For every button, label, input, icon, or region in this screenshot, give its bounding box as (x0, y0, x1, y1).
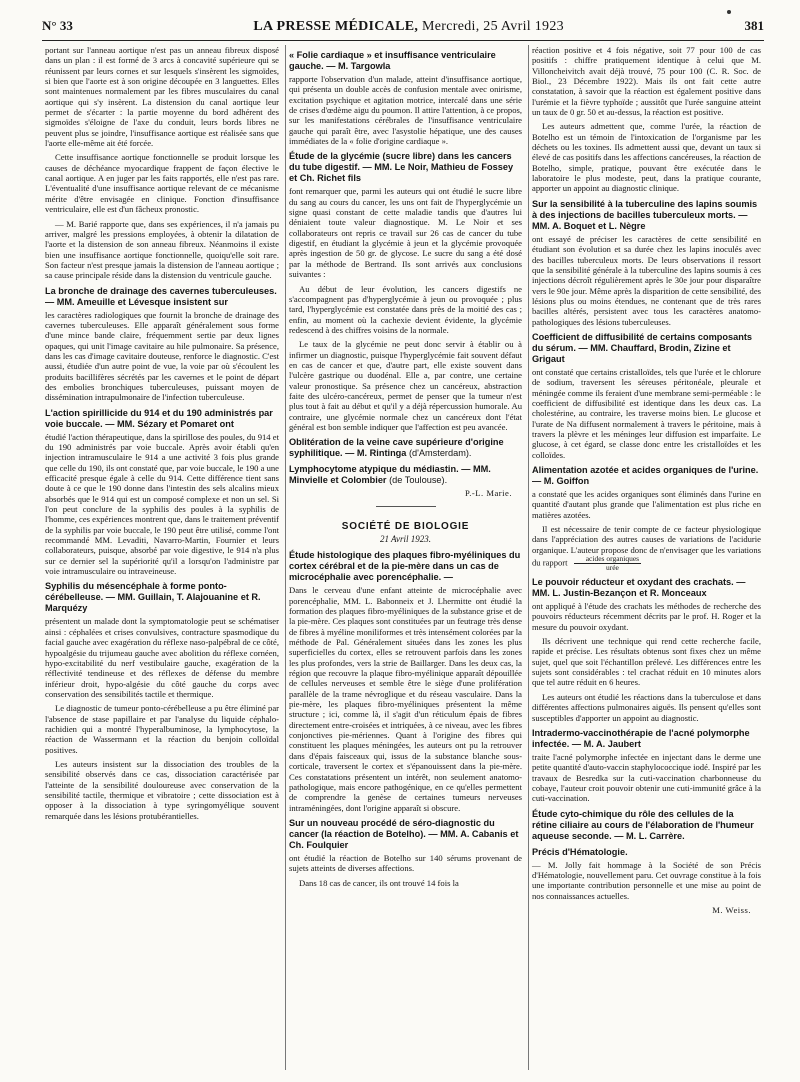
paragraph: présentent un malade dont la symptomatologie peut se schématiser ainsi : céphalées et crises convulsives, contracture spasmodique du facial gauche avec exagération du réflexe naso-palpébral de ce côté, hypoalgésie du trijumeau gauche avec abolition du réflexe cornéen, hypo-excitabilité du nerf vestibulaire gauche, exagération de la réflectivité tendineuse et des réflexes de défense du membre inférieur droit, hypo-algésie du côté gauche du corps avec conservation des sensibilités tactile et thermique. (45, 616, 279, 699)
issue-date: Mercredi, 25 Avril 1923 (422, 19, 564, 34)
article-heading: Étude cyto-chimique du rôle des cellules de la rétine ciliaire au cours de l'élaboration de l'humeur aqueuse seconde. — M. L. Carrère. (532, 808, 754, 841)
article-heading (289, 464, 522, 486)
page-number: 381 (744, 18, 764, 33)
article-heading (289, 437, 522, 459)
paragraph: Ils décrivent une technique qui rend cette recherche facile, rapide et précise. Les résultats obtenus sont fixes chez un même sujet, quel que soit l'échantillon prélevé. Les différences entre les sujets sont considérables : tel crachat réduit en 10 minutes alors que tel autre réduit en 6 heures. (532, 636, 761, 688)
paragraph: les caractères radiologiques que fournit la bronche de drainage des cavernes tuberculeuses. Elle apparaît généralement sous forme d'une mince bande claire, fréquemment sertie par deux lignes opaques, qui unit l'image cavitaire au hile pulmonaire. Sa présence, dans les cas d'image cavitaire douteuse, renforce le diagnostic. C'est aussi, étudiée d'un autre point de vue, la voie par où s'écoulent les produits bacillifères sécrétés par les cavernes et le point de départ des embolies bronchiques tuberculeuses, puissant moyen de dissémination intrapulmonaire de l'infection tuberculeuse. (45, 309, 279, 403)
society-title: SOCIÉTÉ DE BIOLOGIE (341, 521, 470, 533)
paragraph: étudié l'action thérapeutique, dans la spirillose des poules, du 914 et du 190 administrés par voie buccale. Après avoir établi qu'en injection intramusculaire le 914 a une activité 3 fois plus grande que celle du 190, ils ont constaté que, par voie buccale, le 190 a une efficacité presque égale à celle du 914. Cette différence tient sans doute à ce que le 190 donne dans l'intestin des sels alcalins mieux absorbés que le 914 qui est un composé complexe et non un sel. Si l'on peut conclure de la syphilis des poules à la syphilis de l'homme, ces expériences montrent que, dans le traitement préventif de la syphilis par voie buccale, le 190 peut être utilisé, comme l'ont recommandé MM. Levaditi, Navarro-Martin, Fournier et leurs collaborateurs, puisque, absorbé par voie digestive, le 914 n'a plus sur ce dernier sel la supériorité qu'il a lorsqu'on l'administre par voie intramusculaire ou intraveineuse. (45, 431, 279, 577)
paragraph: — M. Barié rapporte que, dans ses expériences, il n'a jamais pu arriver, malgré les pressions employées, à obtenir la dilatation de l'aorte et la distension de son anneau fibreux. Néanmoins il existe bien une insuffisance aortique fonctionnelle, quoiqu'elle soit rare. Son facteur n'est presque jamais la distension de l'anneau aortique ; sa cause principale réside dans la distension du ventricule gauche. (45, 218, 279, 281)
article-heading: Étude histologique des plaques fibro-myéliniques du cortex cérébral et de la pie-mère dans un cas de microcéphalie avec porencéphalie. — (289, 550, 521, 583)
column-2 (285, 45, 525, 1070)
paragraph: Les auteurs insistent sur la dissociation des troubles de la sensibilité observés dans ce cas, dissociation caractérisée par l'atteinte de la sensibilité douloureuse avec conservation de la sensibilité tactile, thermique et vibratoire ; cette dissociation est à opposer à la dissociation à type syringomyélique souvent remarquée dans les lésions protubérantielles. (45, 758, 279, 821)
fraction (574, 555, 641, 572)
author-signature: P.-L. Marie. (464, 488, 512, 499)
article-heading: Sur la sensibilité à la tuberculine des lapins soumis à des injections de bacilles tuberculeux morts. — MM. A. Boquet et L. Nègre (532, 198, 758, 231)
article-heading: Intradermo-vaccinothérapie de l'acné polymorphe infectée. — M. A. Jaubert (532, 727, 750, 749)
author-signature: M. Weiss. (712, 904, 751, 915)
paragraph: font remarquer que, parmi les auteurs qui ont étudié le sucre libre du sang au cours du cancer, les uns ont fait de l'hyperglycémie un signe quasi constant de cette maladie tandis que d'autres lui déniaient toute valeur diagnostique. M. Le Noir et ses collaborateurs ont repris ce travail sur 26 cas de cancer du tube digestif, en étudiant la glycémie à jeun et la glycémie provoquée après ingestion de 50 gr. de glycose. Le sucre du sang a été dosé par la méthode de Bertrand. Ils sont arrivés aux conclusions suivantes : (289, 186, 522, 280)
page-header (42, 18, 764, 41)
article-heading: « Folie cardiaque » et insuffisance ventriculaire gauche. — M. Targowla (289, 50, 496, 71)
heading-origin: (d'Amsterdam). (408, 448, 472, 459)
paragraph: ont étudié la réaction de Botelho sur 140 sérums provenant de sujets atteints de diverses affections. (289, 852, 522, 874)
fraction-denominator: urée (605, 563, 619, 573)
fraction-numerator: acides organiques (574, 555, 641, 564)
paragraph: ont constaté que certains cristalloïdes, tels que l'urée et le chlorure de sodium, traversent les séreuses péritonéale, pleurale et méningée comme ils feraient d'une membrane semi-perméable : le coefficient de diffusibilité est identique dans les deux cas. La cholestérine, au contraire, les traverse moins bien. Le glucose et l'urate de Na diffusent normalement à travers le péritoine, mais à travers la plèvre et les méninges leur diffusion est imparfaite. Le glucose, à cet égard, se classe donc entre les cristalloïdes et les colloïdes. (532, 366, 761, 460)
paragraph: ont appliqué à l'étude des crachats les méthodes de recherche des pouvoirs réducteurs récemment décrits par le prof. H. Roger et la mesure du pouvoir oxydant. (532, 601, 761, 632)
paragraph: ont essayé de préciser les caractères de cette sensibilité en étudiant son évolution et sa durée chez les lapins inoculés avec des bacilles tuberculeux morts. De leurs observations il ressort que la sensibilité générale à la tuberculine des lapins soumis à ces injections décroît régulièrement après le 30e jour pour disparaître vers le 90e jour. Même après la disparition de cette sensibilité, des lésions plus ou moins étendues, ne contenant que de très rares bacilles altérés, persistent avec tous les caractères anatomo-pathologiques des lésions tuberculeuses. (532, 233, 761, 327)
article-heading: Sur un nouveau procédé de séro-diagnostic du cancer (la réaction de Botelho). — MM. A. Cabanis et Ch. Foulquier (289, 817, 519, 850)
paragraph (532, 524, 761, 572)
paragraph-text: Il est nécessaire de tenir compte de ce facteur physiologique dans l'appréciation des autres causes de variations de l'acidurie organique. L'auteur propose donc de n'envisager que les variations du rapport (532, 524, 761, 568)
paragraph: Les auteurs ont étudié les réactions dans la tuberculose et dans différentes affections pulmonaires aiguës. Ils pensent qu'elles sont susceptibles d'apporter un appoint au diagnostic. (532, 691, 761, 723)
paragraph: Les auteurs admettent que, comme l'urée, la réaction de Botelho est un témoin de l'intoxication de l'organisme par les déchets ou les toxines. Ils admettent aussi que, devant un taux si élevé de cas positifs dans les affections cancéreuses, la réaction de Botelho, simple, pratique, pouvant être exécutée dans le laboratoire le plus modeste, peut, dans la pratique courante, apporter un appoint au diagnostic clinique. (532, 121, 761, 194)
article-columns (42, 45, 764, 1070)
article-heading: La bronche de drainage des cavernes tuberculeuses. — MM. Ameuille et Lévesque insistent sur (45, 285, 277, 307)
paragraph: Au début de leur évolution, les cancers digestifs ne s'accompagnent pas d'hyperglycémie à jeun ou provoquée ; plus tard, l'hyperglycémie est constatée dans près de la moitié des cas ; enfin, au moment où la cachexie devient évidente, la glycémie redescend à des chiffres voisins de la normale. (289, 283, 522, 335)
column-1 (42, 45, 282, 1070)
paragraph: rapporte l'observation d'un malade, atteint d'insuffisance aortique, qui présenta un double accès de confusion mentale avec onirisme, excitation psychique et agitation motrice, intercalé dans une série de crises d'œdème aigu du poumon. Il attire l'attention, à ce propos, sur les manifestations cérébrales de l'insuffisance ventriculaire gauche qui paraît être, avec l'asystolie hépatique, une des causes immédiates de la « folie d'origine cardiaque ». (289, 74, 522, 147)
article-heading: Coefficient de diffusibilité de certains composants du sérum. — MM. Chauffard, Brodin, Zizine et Grigaut (532, 331, 753, 364)
article-heading: Précis d'Hématologie. (532, 846, 628, 857)
paragraph: Dans 18 cas de cancer, ils ont trouvé 14 fois la (299, 877, 459, 888)
paragraph: Le diagnostic de tumeur ponto-cérébelleuse a pu être éliminé par l'absence de stase papillaire et par l'analyse du liquide céphalo-rachidien qui a montré l'hyperalbuminose, la lymphocytose, la réaction de Wassermann et la réaction du benjoin colloïdal positives. (45, 703, 279, 755)
section-divider (376, 506, 436, 507)
heading-text: Lymphocytome atypique du médiastin. — MM. Minvielle et Colombier (289, 464, 491, 486)
article-heading: L'action spirillicide du 914 et du 190 administrés par voie buccale. — MM. Sézary et Pomaret ont (45, 407, 273, 429)
paragraph: traite l'acné polymorphe infectée en injectant dans le derme une petite quantité d'auto-vaccin staphylococcique iodé. Inspiré par les travaux de Besredka sur la cuti-vaccination charbonneuse du cobaye, l'auteur croit pouvoir obtenir une cuti-immunité grâce à la cuti-vaccination. (532, 751, 761, 804)
article-heading: Le pouvoir réducteur et oxydant des crachats. — MM. L. Justin-Bezançon et R. Monceaux (532, 577, 746, 599)
article-heading: Alimentation azotée et acides organiques de l'urine. — M. Goiffon (532, 465, 759, 486)
paragraph: — M. Jolly fait hommage à la Société de son Précis d'Hématologie, nouvellement paru. Cet ouvrage constitue à la fois une importante contribution personnelle et une mise au point de nos connaissances actuelles. (532, 859, 761, 901)
paragraph: a constaté que les acides organiques sont éliminés dans l'urine en quantité d'autant plus grande que l'alimentation est plus riche en matières azotées. (532, 489, 761, 520)
issue-number: N° 33 (42, 18, 73, 33)
journal-title: LA PRESSE MÉDICALE, (253, 19, 419, 34)
article-heading: Syphilis du mésencéphale à forme ponto-cérébelleuse. — MM. Guillain, T. Alajouanine et R. Marquézy (45, 581, 261, 614)
heading-origin: (de Toulouse). (389, 475, 448, 486)
paragraph: Dans le cerveau d'une enfant atteinte de microcéphalie avec porencéphalie, MM. L. Babonneix et J. Lhermitte ont étudié la formation des plaques fibro-myéliniques de la substance grise et de la pie-mère. Ces plaques sont constituées par un feutrage très dense de fibres à myéline moniliformes et très intensément colorées par la méthode de Pal. Généralement situées dans les zones les plus superficielles du cortex, elles se retrouvent parfois dans les zones les plus profondes, vers la strie de Baillarger. Dans les deux cas, la région que recouvre la plaque fibro-myélinique apparaît dépouillée de cellules nerveuses et semble être le siège d'une prolifération parallèle de la trame névroglique et du réseau vasculaire. Dans la pie-mère, les plaques fibro-myéliniques présentent la même structure ; ici, comme là, il s'agit d'un réticulum épais de fibres directement entre-croisées et intriquées, à ce niveau, avec les fibres conjonctives pie-mériennes. Quant à l'origine des fibres qui constituent les plaques méningées, les auteurs ont pu la retrouver dans d'épais faisceaux qui, issus de la substance blanche sous-corticale, traversent le cortex et s'épanouissent dans la pie-mère. Ces constatations présentent un intérêt, non seulement anatomo-pathologique, mais encore pathogénique, en ce qu'elles permettent de comprendre la genèse de certaines tumeurs nerveuses intraméningées, dont l'origine apparaît si obscure. (289, 585, 522, 813)
column-3 (528, 45, 764, 1070)
article-heading: Étude de la glycémie (sucre libre) dans les cancers du tube digestif. — MM. Le Noir, Mathieu de Fossey et Ch. Richet fils (289, 151, 514, 184)
paragraph: réaction positive et 4 fois négative, soit 77 pour 100 de cas positifs : chiffre pratiquement identique à celui que M. Villoncheivitch avait déjà trouvé, 75 pour 100 (C. R. Soc. de Biol., 23 Décembre 1922). Mais ils ont fait cette autre constatation, à savoir que la réaction est également positive dans l'urémie et la fièvre typhoïde ; aussitôt que l'urée sanguine atteint un taux de 0 gr. 50 et au-dessus, la réaction est positive. (532, 45, 761, 118)
paragraph: Cette insuffisance aortique fonctionnelle se produit lorsque les causes de déchéance myocardique frappent de façon élective le canal aortique. A en juger par les faits rapportés, elle n'est pas rare. L'éventualité d'une insuffisance aortique relevant de ce mécanisme mérite d'être envisagée en clinique. Fonction d'insuffisance ventriculaire, elle est d'un fâcheux pronostic. (45, 152, 279, 215)
paragraph: Le taux de la glycémie ne peut donc servir à établir ou à infirmer un diagnostic, puisque l'hyperglycémie fait souvent défaut en cas de cancer et que, d'autre part, elle existe souvent dans l'ulcère gastrique ou duodénal. Elle a, par contre, une certaine valeur pronostique. Sa présence chez un cancéreux, abstraction faite des ulcéro-cancéreux, permet de penser que la tumeur n'est plus tout à fait au début et qu'il y a déjà répercussion humorale. Au contraire, une glycémie normale chez un cancéreux dont l'état général est bon semble indiquer que l'affection est peu avancée. (289, 339, 522, 432)
masthead (253, 19, 564, 35)
session-date: 21 Avril 1923. (379, 534, 432, 545)
ink-dot (727, 10, 731, 14)
heading-text: Oblitération de la veine cave supérieure d'origine syphilitique. — M. Rintinga (289, 437, 504, 459)
paragraph: portant sur l'anneau aortique n'est pas un anneau fibreux disposé dans un plan : il est formé de 3 arcs à concavité supérieure qui se réunissent par leurs cornes et sur lesquels s'insèrent les sigmoïdes, si bien que l'aorte est à son origine découpée en 3 languettes. Elles sont maintenues normalement par les fibres musculaires du canal aortique qui s'y insèrent. La distension du canal aortique leur permet de s'écarter : la partie moyenne du bord adhérent des sigmoïdes s'éloigne de l'axe du conduit, leurs bords libres ne peuvent plus se joindre, l'insuffisance aortique est réalisée sans que l'aorte elle-même ait été forcée. (45, 45, 279, 149)
